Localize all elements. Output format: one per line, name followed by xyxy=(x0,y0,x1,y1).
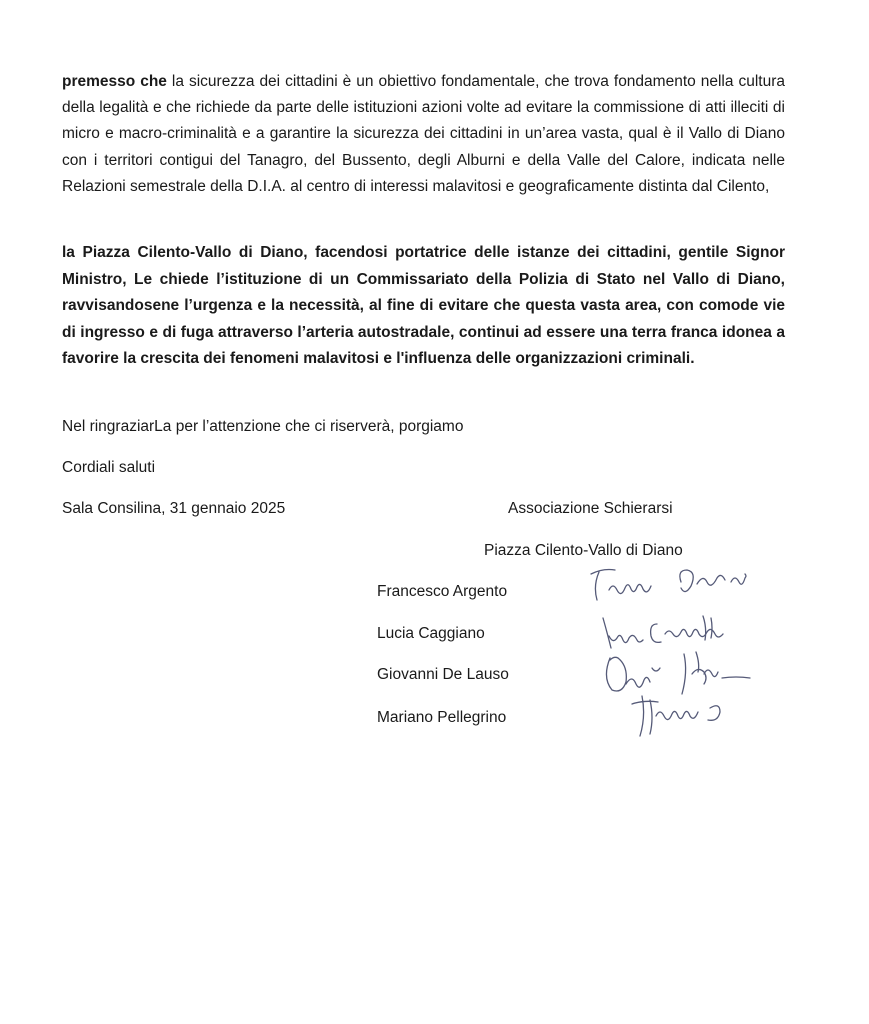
signatory-name: Mariano Pellegrino xyxy=(377,709,507,726)
signatory-name: Giovanni De Lauso xyxy=(377,666,509,683)
place-date: Sala Consilina, 31 gennaio 2025 xyxy=(62,500,286,517)
signature-francesco-argento xyxy=(585,560,755,605)
org-name: Associazione Schierarsi xyxy=(508,500,673,517)
signatory-name: Francesco Argento xyxy=(377,583,508,600)
org-branch: Piazza Cilento-Vallo di Diano xyxy=(484,542,683,559)
greeting-line: Cordiali saluti xyxy=(62,459,156,476)
signature-mariano-pellegrino xyxy=(628,690,738,740)
signatory-name: Lucia Caggiano xyxy=(377,625,485,642)
premise-paragraph xyxy=(62,69,785,200)
premise-text: la sicurezza dei cittadini è un obiettivo fondamentale, che trova fondamento nella cultura della legalità e che richiede da parte delle istituzioni azioni volte ad evitare la commissione di atti illeciti di micro e macro-criminalità e a garantire la sicurezza dei cittadini in un’area vasta, qual è il Vallo di Diano con i territori contigui del Tanagro, del Bussento, degli Alburni e della Valle del Calore, indicata nelle Relazioni semestrale della D.I.A. al centro di interessi malavitosi e geograficamente distinta dal Cilento, xyxy=(62,73,786,195)
request-paragraph: la Piazza Cilento-Vallo di Diano, facendosi portatrice delle istanze dei cittadini, gentile Signor Ministro, Le chiede l’istituzione di un Commissariato della Polizia di Stato nel Vallo di Diano, ravvisandosene l’urgenza e la necessità, al fine di evitare che questa vasta area, con comode vie di ingresso e di fuga attraverso l’arteria autostradale, continui ad essere una terra franca idonea a favorire la crescita dei fenomeni malavitosi e l'influenza delle organizzazioni criminali. xyxy=(62,244,785,368)
thanks-line: Nel ringraziarLa per l’attenzione che ci riserverà, porgiamo xyxy=(62,418,464,435)
premise-lead: premesso che xyxy=(62,73,167,90)
